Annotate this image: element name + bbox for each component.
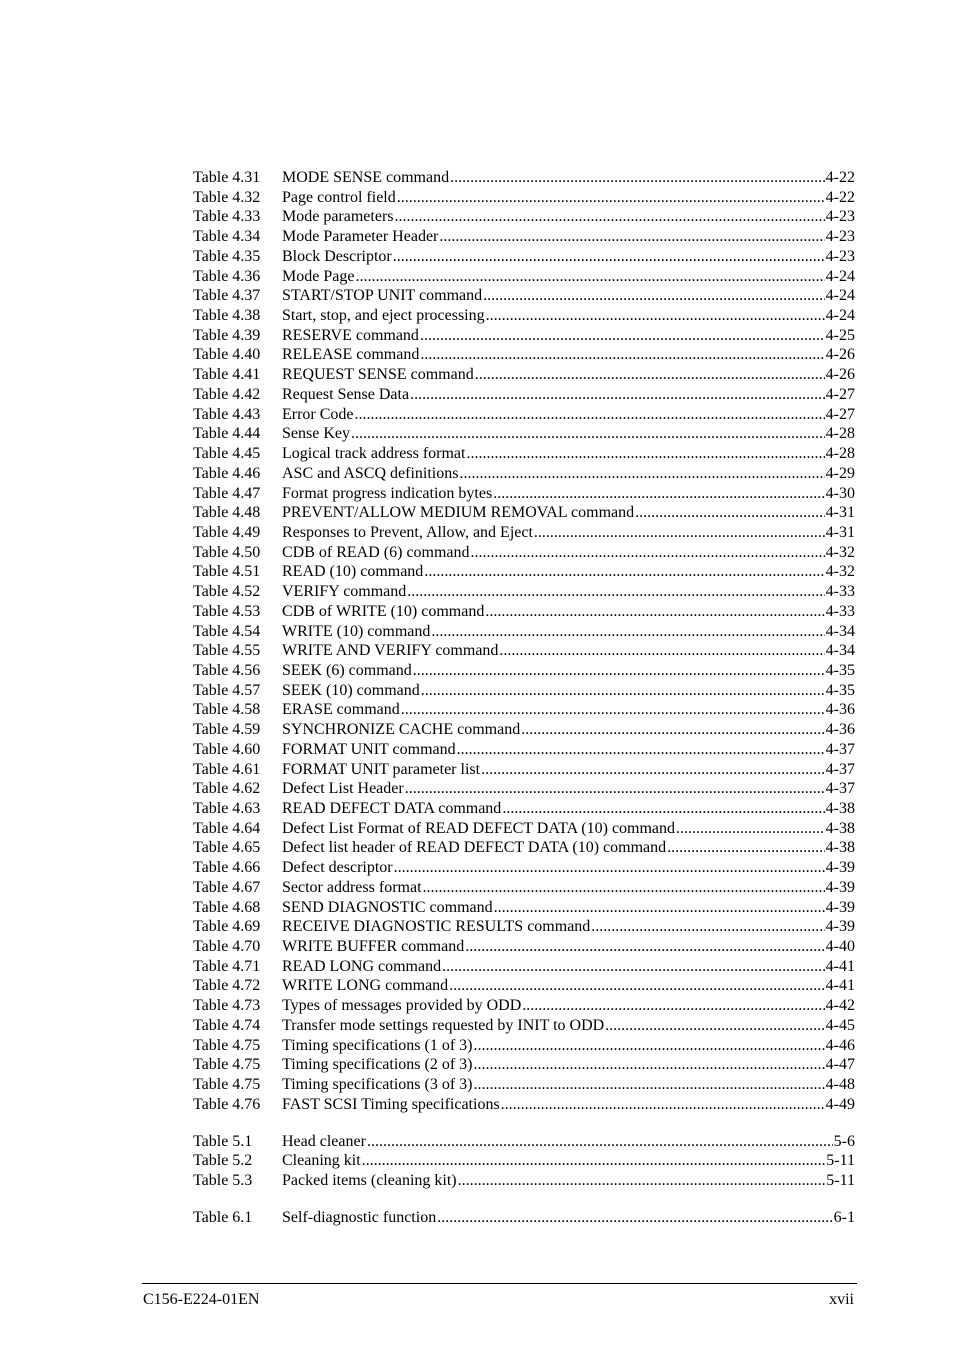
toc-entry-number: Table 4.31 xyxy=(193,169,261,186)
toc-entry xyxy=(193,424,855,444)
toc-entry-title: Request Sense Data xyxy=(282,385,410,403)
toc-entry-title: Start, stop, and eject processing xyxy=(282,307,485,325)
toc-entry-number: Table 4.59 xyxy=(193,721,261,739)
toc-entry xyxy=(193,484,855,504)
dot-leader xyxy=(420,326,825,346)
toc-entry-title: RELEASE command xyxy=(282,346,420,364)
toc-entry-title: Timing specifications (3 of 3) xyxy=(282,1076,473,1094)
toc-entry xyxy=(193,740,855,760)
toc-entry xyxy=(193,365,855,385)
toc-entry-page: 4-39 xyxy=(825,918,855,936)
toc-entry-title: RECEIVE DIAGNOSTIC RESULTS command xyxy=(282,918,591,936)
toc-entry-title: SEEK (10) command xyxy=(282,681,420,699)
dot-leader xyxy=(483,286,825,306)
toc-entry-title: SEEK (6) command xyxy=(282,661,412,679)
dot-leader xyxy=(407,582,824,602)
toc-group xyxy=(193,1208,855,1228)
toc-entry-title: Mode parameters xyxy=(282,208,394,226)
toc-entry-number: Table 4.57 xyxy=(193,681,261,699)
toc-entry-page: 4-23 xyxy=(825,228,855,246)
dot-leader xyxy=(667,838,825,858)
toc-entry-page: 4-37 xyxy=(825,740,855,758)
toc-entry-number: Table 4.73 xyxy=(193,997,261,1015)
toc-entry-number: Table 4.62 xyxy=(193,780,261,798)
toc-entry-page: 5-11 xyxy=(826,1171,855,1189)
toc-entry xyxy=(193,562,855,582)
dot-leader xyxy=(405,779,825,799)
toc-entry-title: FAST SCSI Timing specifications xyxy=(282,1095,500,1113)
toc-entry-title: SYNCHRONIZE CACHE command xyxy=(282,721,521,739)
toc-entry-page: 4-48 xyxy=(825,1076,855,1094)
toc-entry xyxy=(193,1075,855,1095)
toc-entry-page: 4-42 xyxy=(825,997,855,1015)
toc-entry xyxy=(193,878,855,898)
toc-entry-page: 5-6 xyxy=(833,1132,855,1150)
toc-entry-number: Table 4.35 xyxy=(193,247,261,265)
toc-entry-title: Mode Parameter Header xyxy=(282,228,439,246)
toc-entry-number: Table 4.45 xyxy=(193,445,261,463)
toc-entry-title: Logical track address format xyxy=(282,445,466,463)
toc-entry-title: PREVENT/ALLOW MEDIUM REMOVAL command xyxy=(282,504,635,522)
toc-entry-number: Table 4.68 xyxy=(193,898,261,916)
toc-entry xyxy=(193,1036,855,1056)
toc-entry-number: Table 4.33 xyxy=(193,208,261,226)
toc-entry-page: 4-24 xyxy=(825,287,855,305)
toc-entry-number: Table 4.55 xyxy=(193,642,261,660)
toc-entry-number: Table 4.66 xyxy=(193,859,261,877)
toc-entry-number: Table 4.52 xyxy=(193,583,261,601)
toc-entry-title: Defect List Header xyxy=(282,780,404,798)
toc-entry xyxy=(193,779,855,799)
toc-entry-title: Timing specifications (2 of 3) xyxy=(282,1056,473,1074)
dot-leader xyxy=(481,760,825,780)
dot-leader xyxy=(591,917,824,937)
dot-leader xyxy=(413,661,825,681)
toc-entry-page: 4-46 xyxy=(825,1036,855,1054)
toc-entry-title: Format progress indication bytes xyxy=(282,484,493,502)
toc-entry xyxy=(193,503,855,523)
toc-entry xyxy=(193,838,855,858)
toc-entry-page: 4-39 xyxy=(825,898,855,916)
toc-entry-title: Defect List Format of READ DEFECT DATA (10) command xyxy=(282,819,676,837)
toc-entry-page: 4-38 xyxy=(825,819,855,837)
dot-leader xyxy=(459,464,824,484)
toc-group xyxy=(193,1132,855,1191)
toc-entry xyxy=(193,622,855,642)
toc-entry-title: WRITE AND VERIFY command xyxy=(282,642,499,660)
toc-entry-page: 5-11 xyxy=(826,1152,855,1170)
toc-entry xyxy=(193,168,855,188)
dot-leader xyxy=(410,385,825,405)
toc-entry-title: REQUEST SENSE command xyxy=(282,366,474,384)
toc-entry xyxy=(193,602,855,622)
toc-entry-number: Table 5.2 xyxy=(193,1152,253,1170)
toc-entry xyxy=(193,1171,855,1191)
toc-entry-page: 4-24 xyxy=(825,307,855,325)
dot-leader xyxy=(401,700,825,720)
toc-entry-page: 4-32 xyxy=(825,543,855,561)
table-of-tables xyxy=(193,168,855,1244)
dot-leader xyxy=(397,188,825,208)
toc-entry xyxy=(193,523,855,543)
toc-entry-title: Packed items (cleaning kit) xyxy=(282,1171,457,1189)
dot-leader xyxy=(424,562,824,582)
dot-leader xyxy=(605,1016,825,1036)
dot-leader xyxy=(393,247,825,267)
dot-leader xyxy=(394,858,825,878)
dot-leader xyxy=(494,898,825,918)
toc-entry-page: 6-1 xyxy=(833,1208,855,1226)
toc-entry-page: 4-47 xyxy=(825,1056,855,1074)
toc-entry-number: Table 5.1 xyxy=(193,1132,253,1150)
toc-entry xyxy=(193,661,855,681)
dot-leader xyxy=(362,1151,826,1171)
toc-entry xyxy=(193,700,855,720)
toc-entry-title: START/STOP UNIT command xyxy=(282,287,483,305)
dot-leader xyxy=(367,1132,833,1152)
toc-entry-number: Table 4.32 xyxy=(193,188,261,206)
toc-entry-number: Table 4.70 xyxy=(193,938,261,956)
toc-entry xyxy=(193,819,855,839)
dot-leader xyxy=(423,878,825,898)
dot-leader xyxy=(431,622,824,642)
toc-entry-number: Table 4.46 xyxy=(193,464,261,482)
toc-entry-page: 4-49 xyxy=(825,1095,855,1113)
toc-entry xyxy=(193,286,855,306)
toc-entry-title: Mode Page xyxy=(282,267,355,285)
toc-entry-page: 4-36 xyxy=(825,701,855,719)
toc-entry-page: 4-34 xyxy=(825,642,855,660)
toc-entry-page: 4-22 xyxy=(825,169,855,186)
toc-entry-page: 4-34 xyxy=(825,622,855,640)
toc-entry-title: Block Descriptor xyxy=(282,247,392,265)
toc-entry-title: SEND DIAGNOSTIC command xyxy=(282,898,493,916)
dot-leader xyxy=(474,1055,825,1075)
dot-leader xyxy=(474,1036,825,1056)
toc-entry-page: 4-28 xyxy=(825,445,855,463)
toc-entry xyxy=(193,1095,855,1115)
toc-entry-number: Table 4.61 xyxy=(193,760,261,778)
toc-entry-page: 4-33 xyxy=(825,583,855,601)
dot-leader xyxy=(493,484,824,504)
toc-entry-page: 4-35 xyxy=(825,661,855,679)
toc-entry-page: 4-31 xyxy=(825,523,855,541)
toc-entry-number: Table 4.63 xyxy=(193,800,261,817)
toc-entry-number: Table 4.53 xyxy=(193,602,261,620)
toc-entry-page: 4-39 xyxy=(825,859,855,877)
toc-entry-number: Table 4.47 xyxy=(193,484,261,502)
dot-leader xyxy=(474,1075,825,1095)
toc-entry-page: 4-45 xyxy=(825,1016,855,1034)
toc-entry-number: Table 4.41 xyxy=(193,366,261,384)
dot-leader xyxy=(439,227,824,247)
toc-entry-title: ERASE command xyxy=(282,701,400,719)
toc-entry xyxy=(193,405,855,425)
toc-entry-page: 4-24 xyxy=(825,267,855,285)
toc-entry-page: 4-28 xyxy=(825,425,855,443)
toc-entry-page: 4-23 xyxy=(825,247,855,265)
toc-entry-number: Table 4.49 xyxy=(193,523,261,541)
toc-entry xyxy=(193,345,855,365)
toc-entry-title: WRITE (10) command xyxy=(282,622,431,640)
toc-entry-title: MODE SENSE command xyxy=(282,169,450,186)
toc-entry-number: Table 4.38 xyxy=(193,307,261,325)
toc-entry xyxy=(193,582,855,602)
toc-entry-title: Cleaning kit xyxy=(282,1152,361,1170)
toc-entry-page: 4-36 xyxy=(825,721,855,739)
dot-leader xyxy=(499,641,824,661)
dot-leader xyxy=(471,543,825,563)
toc-entry xyxy=(193,444,855,464)
dot-leader xyxy=(449,976,824,996)
toc-entry xyxy=(193,464,855,484)
toc-entry xyxy=(193,720,855,740)
toc-entry-number: Table 4.69 xyxy=(193,918,261,936)
dot-leader xyxy=(485,602,824,622)
toc-entry-number: Table 4.51 xyxy=(193,563,261,581)
toc-entry-number: Table 4.42 xyxy=(193,385,261,403)
dot-leader xyxy=(501,1095,825,1115)
toc-entry-page: 4-37 xyxy=(825,780,855,798)
toc-entry xyxy=(193,1132,855,1152)
toc-entry-number: Table 4.74 xyxy=(193,1016,261,1034)
toc-entry-title: Sense Key xyxy=(282,425,350,443)
toc-entry xyxy=(193,1208,855,1228)
toc-entry-page: 4-33 xyxy=(825,602,855,620)
dot-leader xyxy=(458,1171,826,1191)
footer-document-code: C156-E224-01EN xyxy=(143,1291,260,1308)
dot-leader xyxy=(676,819,825,839)
dot-leader xyxy=(466,444,824,464)
dot-leader xyxy=(351,424,825,444)
toc-entry-number: Table 4.48 xyxy=(193,504,261,522)
toc-entry-number: Table 4.37 xyxy=(193,287,261,305)
toc-entry-page: 4-41 xyxy=(825,977,855,995)
dot-leader xyxy=(465,937,824,957)
toc-entry xyxy=(193,306,855,326)
toc-entry xyxy=(193,188,855,208)
toc-entry-title: FORMAT UNIT parameter list xyxy=(282,760,481,778)
toc-entry-title: Timing specifications (1 of 3) xyxy=(282,1036,473,1054)
toc-entry xyxy=(193,267,855,287)
toc-entry-number: Table 4.58 xyxy=(193,701,261,719)
toc-entry xyxy=(193,858,855,878)
toc-entry-number: Table 4.65 xyxy=(193,839,261,857)
dot-leader xyxy=(395,207,825,227)
toc-entry-title: Head cleaner xyxy=(282,1132,366,1150)
toc-entry-number: Table 4.36 xyxy=(193,267,261,285)
toc-entry-page: 4-32 xyxy=(825,563,855,581)
dot-leader xyxy=(355,405,825,425)
toc-entry-title: RESERVE command xyxy=(282,326,419,344)
toc-entry-title: Page control field xyxy=(282,188,396,206)
toc-entry-number: Table 4.76 xyxy=(193,1095,261,1113)
toc-entry-title: READ LONG command xyxy=(282,957,442,975)
toc-entry xyxy=(193,917,855,937)
toc-entry-title: Transfer mode settings requested by INIT to ODD xyxy=(282,1016,605,1034)
toc-entry-title: CDB of READ (6) command xyxy=(282,543,470,561)
toc-entry-number: Table 4.67 xyxy=(193,878,261,896)
toc-entry xyxy=(193,543,855,563)
toc-entry xyxy=(193,207,855,227)
toc-entry-page: 4-27 xyxy=(825,385,855,403)
toc-entry-number: Table 4.54 xyxy=(193,622,261,640)
toc-entry-title: READ DEFECT DATA command xyxy=(282,800,502,817)
toc-entry xyxy=(193,681,855,701)
toc-entry-number: Table 4.44 xyxy=(193,425,261,443)
toc-entry-page: 4-31 xyxy=(825,504,855,522)
toc-entry-title: Types of messages provided by ODD xyxy=(282,997,522,1015)
toc-entry xyxy=(193,1016,855,1036)
toc-entry xyxy=(193,976,855,996)
toc-entry-title: FORMAT UNIT command xyxy=(282,740,456,758)
toc-entry-page: 4-30 xyxy=(825,484,855,502)
toc-entry-page: 4-38 xyxy=(825,800,855,817)
dot-leader xyxy=(502,799,824,819)
dot-leader xyxy=(457,740,825,760)
toc-entry-number: Table 4.71 xyxy=(193,957,261,975)
dot-leader xyxy=(534,523,825,543)
dot-leader xyxy=(522,996,824,1016)
toc-entry-number: Table 4.34 xyxy=(193,228,261,246)
toc-entry-number: Table 5.3 xyxy=(193,1171,253,1189)
toc-entry xyxy=(193,898,855,918)
toc-entry-title: Defect descriptor xyxy=(282,859,393,877)
toc-entry-page: 4-39 xyxy=(825,878,855,896)
toc-entry-page: 4-40 xyxy=(825,938,855,956)
toc-entry-number: Table 4.39 xyxy=(193,326,261,344)
toc-entry xyxy=(193,385,855,405)
dot-leader xyxy=(437,1208,832,1228)
toc-entry-number: Table 4.60 xyxy=(193,740,261,758)
toc-entry-title: WRITE LONG command xyxy=(282,977,449,995)
dot-leader xyxy=(442,957,825,977)
dot-leader xyxy=(450,168,825,188)
toc-entry-page: 4-26 xyxy=(825,346,855,364)
toc-entry-title: WRITE BUFFER command xyxy=(282,938,465,956)
toc-entry-number: Table 4.75 xyxy=(193,1056,261,1074)
toc-entry xyxy=(193,641,855,661)
dot-leader xyxy=(475,365,825,385)
toc-entry-number: Table 4.43 xyxy=(193,405,261,423)
toc-entry-number: Table 4.75 xyxy=(193,1036,261,1054)
toc-entry-number: Table 4.40 xyxy=(193,346,261,364)
footer-rule xyxy=(142,1283,857,1284)
toc-entry xyxy=(193,1151,855,1171)
toc-entry xyxy=(193,326,855,346)
dot-leader xyxy=(635,503,825,523)
toc-group xyxy=(193,168,855,1115)
toc-entry-page: 4-38 xyxy=(825,839,855,857)
toc-entry-number: Table 4.64 xyxy=(193,819,261,837)
toc-entry xyxy=(193,227,855,247)
dot-leader xyxy=(521,720,824,740)
dot-leader xyxy=(355,267,824,287)
toc-entry-number: Table 4.56 xyxy=(193,661,261,679)
toc-entry-page: 4-29 xyxy=(825,464,855,482)
toc-entry-title: CDB of WRITE (10) command xyxy=(282,602,485,620)
toc-entry xyxy=(193,937,855,957)
toc-entry xyxy=(193,957,855,977)
toc-entry-number: Table 4.72 xyxy=(193,977,261,995)
toc-entry-number: Table 4.75 xyxy=(193,1076,261,1094)
toc-entry xyxy=(193,799,855,819)
toc-entry xyxy=(193,247,855,267)
toc-entry-title: READ (10) command xyxy=(282,563,424,581)
toc-entry-title: Error Code xyxy=(282,405,354,423)
toc-entry xyxy=(193,996,855,1016)
toc-entry-page: 4-35 xyxy=(825,681,855,699)
footer-page-number: xvii xyxy=(829,1291,854,1308)
toc-entry-page: 4-25 xyxy=(825,326,855,344)
toc-entry-page: 4-22 xyxy=(825,188,855,206)
toc-entry-number: Table 4.50 xyxy=(193,543,261,561)
toc-entry-title: Defect list header of READ DEFECT DATA (10) command xyxy=(282,839,667,857)
toc-entry xyxy=(193,760,855,780)
toc-entry-page: 4-23 xyxy=(825,208,855,226)
toc-entry xyxy=(193,1055,855,1075)
dot-leader xyxy=(486,306,825,326)
dot-leader xyxy=(421,681,825,701)
toc-entry-title: Responses to Prevent, Allow, and Eject xyxy=(282,523,533,541)
toc-entry-page: 4-26 xyxy=(825,366,855,384)
toc-entry-page: 4-41 xyxy=(825,957,855,975)
dot-leader xyxy=(420,345,824,365)
toc-entry-title: VERIFY command xyxy=(282,583,407,601)
toc-entry-title: Sector address format xyxy=(282,878,422,896)
toc-entry-number: Table 6.1 xyxy=(193,1208,253,1226)
toc-entry-title: Self-diagnostic function xyxy=(282,1208,437,1226)
toc-entry-title: ASC and ASCQ definitions xyxy=(282,464,459,482)
toc-entry-page: 4-37 xyxy=(825,760,855,778)
toc-entry-page: 4-27 xyxy=(825,405,855,423)
